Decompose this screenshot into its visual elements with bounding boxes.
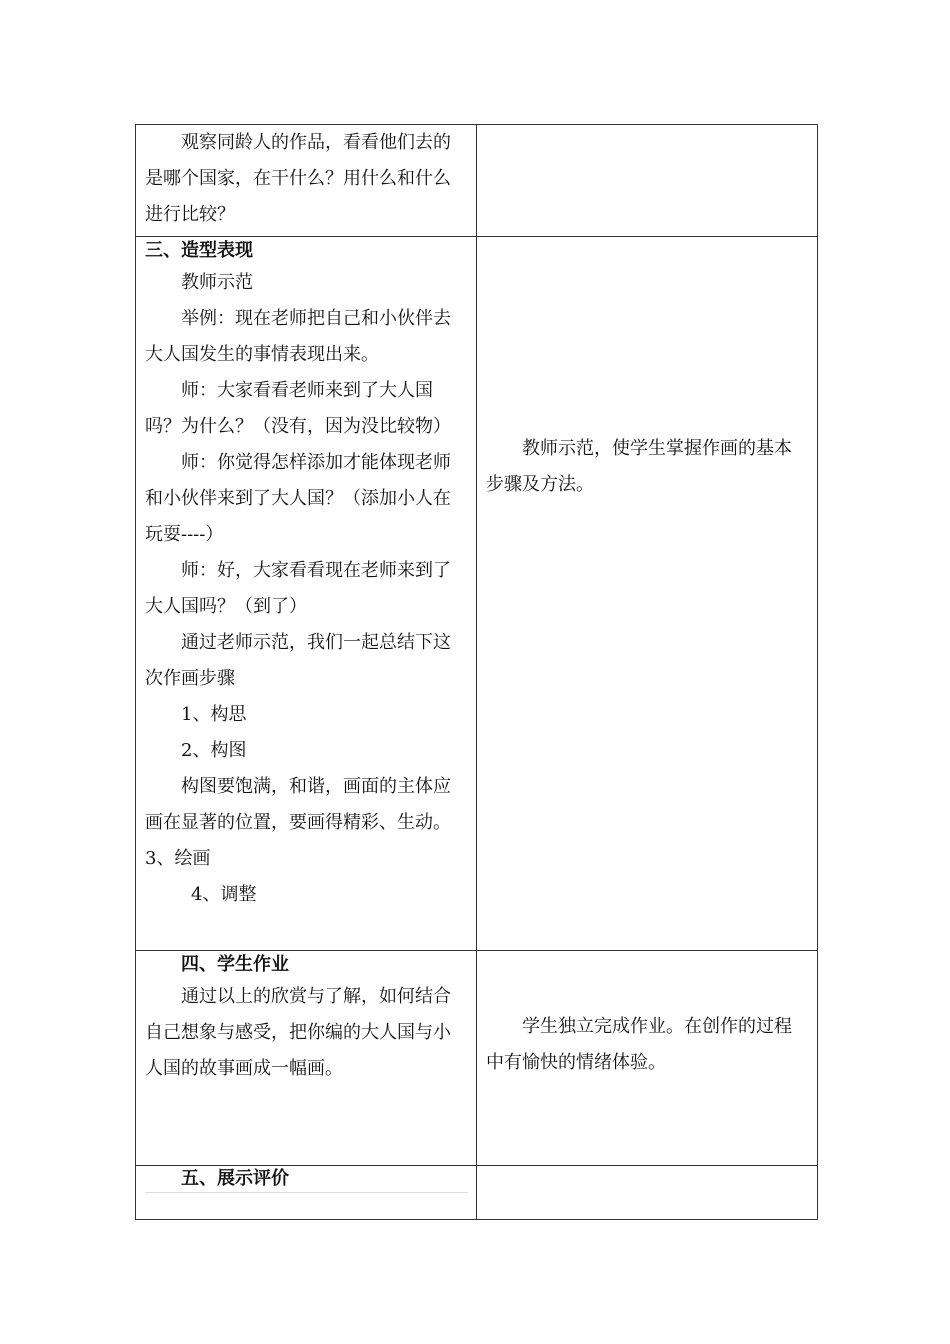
step-item: 1、构思 bbox=[181, 704, 247, 725]
table-cell-right bbox=[477, 237, 818, 951]
table-cell-left bbox=[136, 951, 477, 1166]
example-paragraph: 举例：现在老师把自己和小伙伴去大人国发生的事情表现出来。 bbox=[145, 308, 451, 365]
summary-paragraph: 通过老师示范，我们一起总结下这次作画步骤 bbox=[145, 632, 451, 689]
lesson-plan-table bbox=[135, 124, 818, 1220]
step-item: 4、调整 bbox=[191, 884, 257, 905]
table-cell-left bbox=[136, 237, 477, 951]
table-cell-right bbox=[477, 1166, 818, 1220]
table-row bbox=[136, 237, 818, 951]
question-paragraph: 师：好，大家看看现在老师来到了大人国吗？（到了） bbox=[145, 560, 451, 617]
table-row bbox=[136, 1166, 818, 1220]
purpose-note: 学生独立完成作业。在创作的过程中有愉快的情绪体验。 bbox=[486, 1016, 792, 1073]
question-paragraph: 师：你觉得怎样添加才能体现老师和小伙伴来到了大人国？（添加小人在玩耍----） bbox=[145, 452, 451, 545]
section-heading: 五、展示评价 bbox=[145, 1166, 468, 1193]
section-heading: 三、造型表现 bbox=[145, 240, 253, 261]
section-heading: 四、学生作业 bbox=[181, 954, 289, 975]
step-detail: 构图要饱满，和谐，画面的主体应画在显著的位置，要画得精彩、生动。 bbox=[145, 776, 451, 833]
table-row bbox=[136, 951, 818, 1166]
table-cell-right bbox=[477, 125, 818, 237]
observe-paragraph: 观察同龄人的作品，看看他们去的是哪个国家，在干什么？用什么和什么进行比较？ bbox=[145, 132, 451, 225]
assignment-paragraph: 通过以上的欣赏与了解，如何结合自己想象与感受，把你编的大人国与小人国的故事画成一幅画。 bbox=[145, 986, 451, 1079]
table-cell-left bbox=[136, 125, 477, 237]
table-cell-left bbox=[136, 1166, 477, 1220]
demo-label: 教师示范 bbox=[181, 272, 253, 293]
purpose-note: 教师示范，使学生掌握作画的基本步骤及方法。 bbox=[486, 438, 792, 495]
step-item: 2、构图 bbox=[181, 740, 247, 761]
question-paragraph: 师：大家看看老师来到了大人国吗？为什么？（没有，因为没比较物） bbox=[145, 380, 451, 437]
table-row bbox=[136, 125, 818, 237]
table-cell-right bbox=[477, 951, 818, 1166]
step-item: 3、绘画 bbox=[145, 848, 211, 869]
